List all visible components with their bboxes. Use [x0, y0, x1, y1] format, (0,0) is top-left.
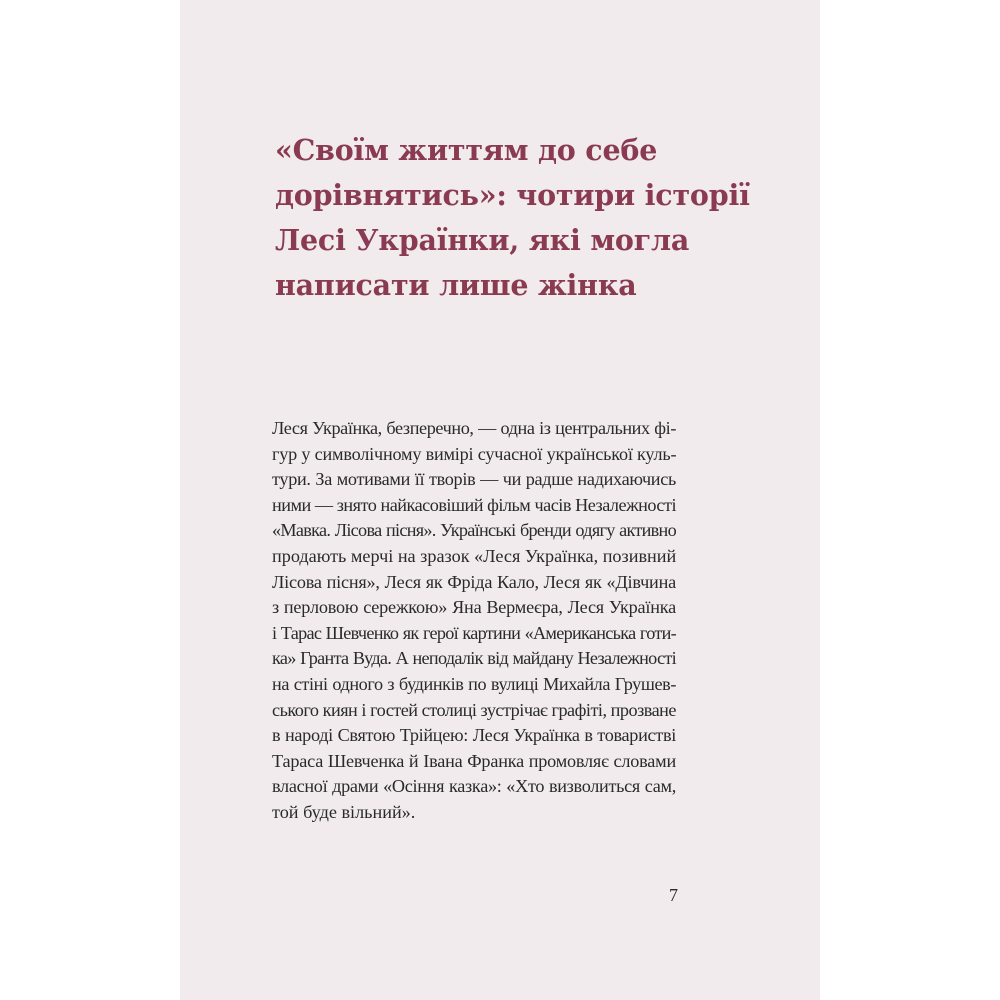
- chapter-title-line: дорівнятись»: чотири історії: [275, 178, 750, 212]
- body-line: «Мавка. Лісова пісня». Українські бренди одягу активно: [272, 520, 676, 541]
- chapter-title-line: Лесі Українки, які могла: [275, 223, 690, 257]
- chapter-title-line: «Своїм життям до себе: [275, 133, 658, 167]
- body-line: Леся Українка, безперечно, — одна із центральних фі-: [272, 418, 676, 438]
- body-paragraph: [272, 416, 676, 826]
- body-line: власної драми «Осіння казка»: «Хто визволиться сам,: [272, 776, 676, 797]
- page-number: 7: [669, 885, 678, 905]
- body-line: гур у символічному вимірі сучасної української куль-: [272, 443, 677, 464]
- body-line: на стіні одного з будинків по вулиці Михайла Грушев-: [272, 673, 676, 694]
- chapter-title: [275, 128, 775, 308]
- chapter-title-line: написати лише жінка: [275, 268, 637, 302]
- body-line: в народі Святою Трійцею: Леся Українка в товаристві: [272, 725, 676, 746]
- body-line: Лісова пісня», Леся як Фріда Кало, Леся як «Дівчина: [272, 571, 676, 592]
- body-line: з перловою сережкою» Яна Вермеєра, Леся Українка: [272, 597, 676, 618]
- body-line: той буде вільний».: [272, 801, 416, 822]
- body-line: тури. За мотивами її творів — чи радше надихаючись: [272, 469, 676, 490]
- body-line: Тараса Шевченка й Івана Франка промовляє словами: [272, 750, 676, 771]
- body-line: і Тарас Шевченко як герої картини «Американська готи-: [272, 622, 676, 643]
- body-line: ка» Гранта Вуда. А неподалік від майдану Незалежності: [272, 648, 676, 669]
- body-line: ського киян і гостей столиці зустрічає графіті, прозване: [272, 699, 676, 720]
- body-line: продають мерчі на зразок «Леся Українка, позивний: [272, 545, 677, 566]
- book-page: [180, 0, 820, 1000]
- body-line: ними — знято найкасовіший фільм часів Незалежності: [272, 494, 676, 515]
